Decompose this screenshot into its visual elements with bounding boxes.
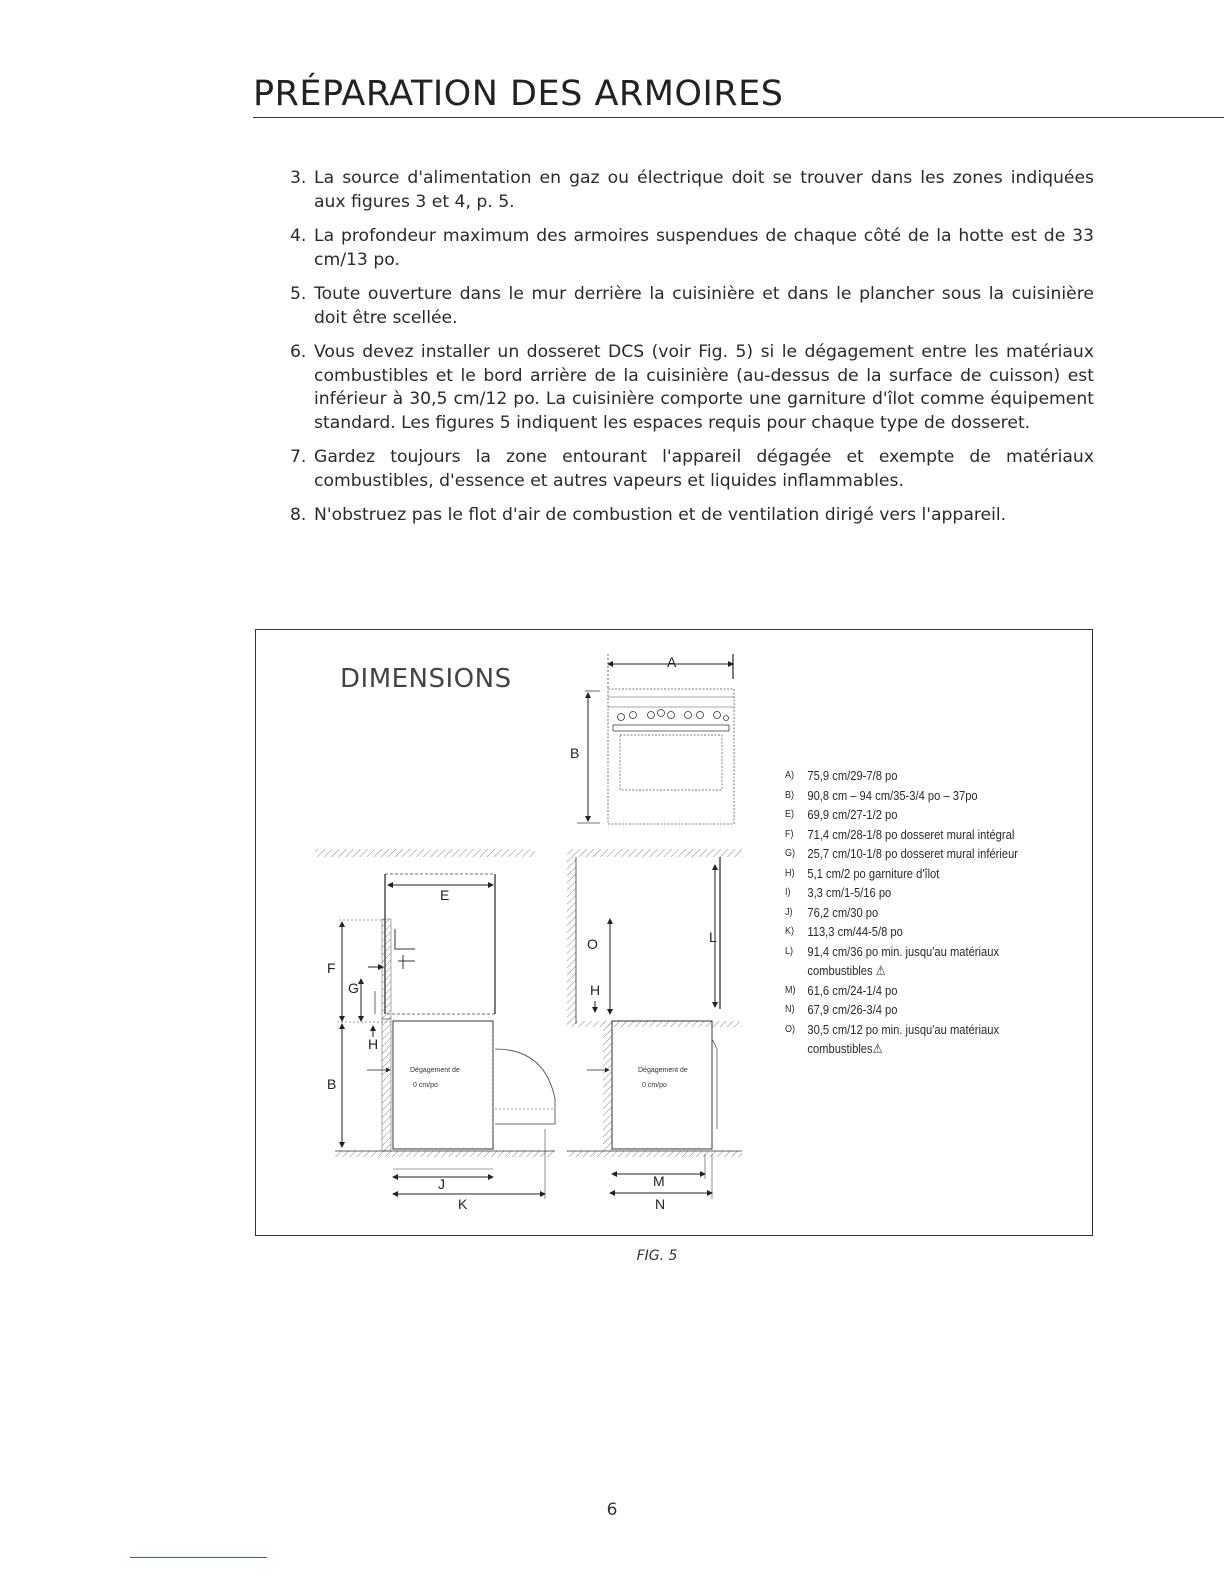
dimensions-legend: [785, 766, 1034, 1059]
label-L: L: [709, 929, 717, 945]
label-M: M: [653, 1173, 665, 1189]
legend-item: [785, 922, 1034, 942]
legend-key: H): [785, 866, 795, 879]
label-O: O: [587, 936, 598, 952]
legend-text: 30,5 cm/12 po min. jusqu'au matériaux combustibles⚠: [807, 1021, 1000, 1056]
label-B-left: B: [327, 1076, 337, 1092]
legend-key: K): [785, 925, 795, 937]
title-underline: [253, 117, 1224, 118]
legend-text: 3,3 cm/1-5/16 po: [807, 885, 892, 900]
legend-text: 90,8 cm – 94 cm/35-3/4 po – 37po: [807, 787, 978, 803]
legend-item: [785, 942, 1034, 981]
legend-item: [785, 1020, 1034, 1059]
label-K: K: [458, 1196, 468, 1212]
instruction-number: 4.: [290, 226, 307, 246]
instruction-number: 8.: [290, 505, 307, 525]
instruction-text: La profondeur maximum des armoires suspendues de chaque côté de la hotte est de 33 cm/13 po.: [314, 226, 1094, 270]
legend-item: [785, 825, 1034, 845]
label-H-left: H: [368, 1036, 379, 1052]
legend-text: 69,9 cm/27-1/2 po: [807, 807, 898, 822]
instruction-text: Gardez toujours la zone entourant l'appareil dégagée et exempte de matériaux combustibles, d'essence et autres vapeurs et liquides inflammables.: [314, 447, 1094, 491]
instruction-item: [290, 341, 1094, 435]
legend-item: [785, 981, 1034, 1001]
instruction-number: 6.: [290, 342, 307, 362]
range-front-view: [570, 654, 734, 824]
legend-text: 76,2 cm/30 po: [807, 904, 879, 920]
page-title: PRÉPARATION DES ARMOIRES: [253, 74, 784, 114]
label-N: N: [655, 1196, 666, 1212]
legend-key: O): [785, 1022, 796, 1035]
legend-item: [785, 805, 1034, 825]
instruction-number: 5.: [290, 284, 307, 304]
legend-key: I): [785, 886, 791, 898]
side-view-right: [567, 849, 742, 1212]
legend-key: G): [785, 847, 796, 859]
clearance-note-right-1: Dégagement de: [638, 1067, 688, 1074]
legend-text: 71,4 cm/28-1/8 po dosseret mural intégral: [807, 826, 1015, 842]
legend-text: 113,3 cm/44-5/8 po: [807, 924, 903, 939]
label-F: F: [327, 960, 336, 976]
label-J: J: [438, 1176, 445, 1192]
figure-title: DIMENSIONS: [340, 664, 512, 694]
instruction-item: [290, 167, 1094, 214]
legend-key: F): [785, 827, 794, 840]
label-A: A: [667, 654, 677, 670]
legend-key: B): [785, 788, 795, 801]
legend-text: 5,1 cm/2 po garniture d'îlot: [807, 865, 940, 881]
instruction-item: [290, 504, 1094, 528]
footer-rule: [130, 1557, 267, 1558]
label-H-right: H: [590, 982, 601, 998]
legend-item: [785, 1000, 1034, 1020]
legend-key: J): [785, 905, 793, 918]
clearance-note-right-2: 0 cm/po: [642, 1082, 667, 1089]
label-E: E: [440, 887, 450, 903]
legend-item: [785, 844, 1034, 864]
instruction-item: [290, 225, 1094, 272]
figure-caption: FIG. 5: [636, 1248, 678, 1264]
instruction-text: La source d'alimentation en gaz ou électrique doit se trouver dans les zones indiquées aux figures 3 et 4, p. 5.: [314, 168, 1094, 212]
instructions-list: [290, 167, 1094, 539]
legend-key: L): [785, 944, 794, 957]
legend-item: [785, 864, 1034, 884]
legend-text: 61,6 cm/24-1/4 po: [807, 982, 898, 998]
page-number: 6: [606, 1500, 618, 1520]
legend-key: M): [785, 983, 796, 996]
legend-text: 75,9 cm/29-7/8 po: [807, 768, 898, 783]
clearance-note-left-1: Dégagement de: [410, 1067, 460, 1074]
legend-item: [785, 766, 1034, 786]
instruction-text: Toute ouverture dans le mur derrière la cuisinière et dans le plancher sous la cuisinière doit être scellée.: [314, 284, 1094, 328]
legend-item: [785, 883, 1034, 903]
legend-text: 67,9 cm/26-3/4 po: [807, 1002, 898, 1017]
legend-key: A): [785, 769, 795, 781]
legend-text: 25,7 cm/10-1/8 po dosseret mural inférieur: [807, 846, 1019, 861]
legend-text: 91,4 cm/36 po min. jusqu'au matériaux combustibles ⚠: [807, 943, 1000, 978]
side-view-left: [315, 849, 555, 1212]
label-G: G: [348, 980, 359, 996]
instruction-number: 7.: [290, 447, 307, 467]
legend-item: [785, 786, 1034, 806]
clearance-note-left-2: 0 cm/po: [413, 1082, 438, 1089]
legend-key: E): [785, 808, 795, 820]
legend-item: [785, 903, 1034, 923]
instruction-item: [290, 446, 1094, 493]
legend-key: N): [785, 1003, 795, 1015]
instruction-item: [290, 283, 1094, 330]
instruction-number: 3.: [290, 168, 307, 188]
instruction-text: Vous devez installer un dosseret DCS (voir Fig. 5) si le dégagement entre les matériaux combustibles et le bord arrière de la cuisinière (au-dessus de la surface de cuisson) est inférieur à 30,5 cm/12 po. La cuisinière comporte une garniture d'îlot comme équipement standard. Les figures 5 indiquent les espaces requis pour chaque type de dosseret.: [314, 342, 1094, 433]
instruction-text: N'obstruez pas le flot d'air de combustion et de ventilation dirigé vers l'appareil.: [314, 505, 1007, 525]
label-B-top: B: [570, 745, 580, 761]
